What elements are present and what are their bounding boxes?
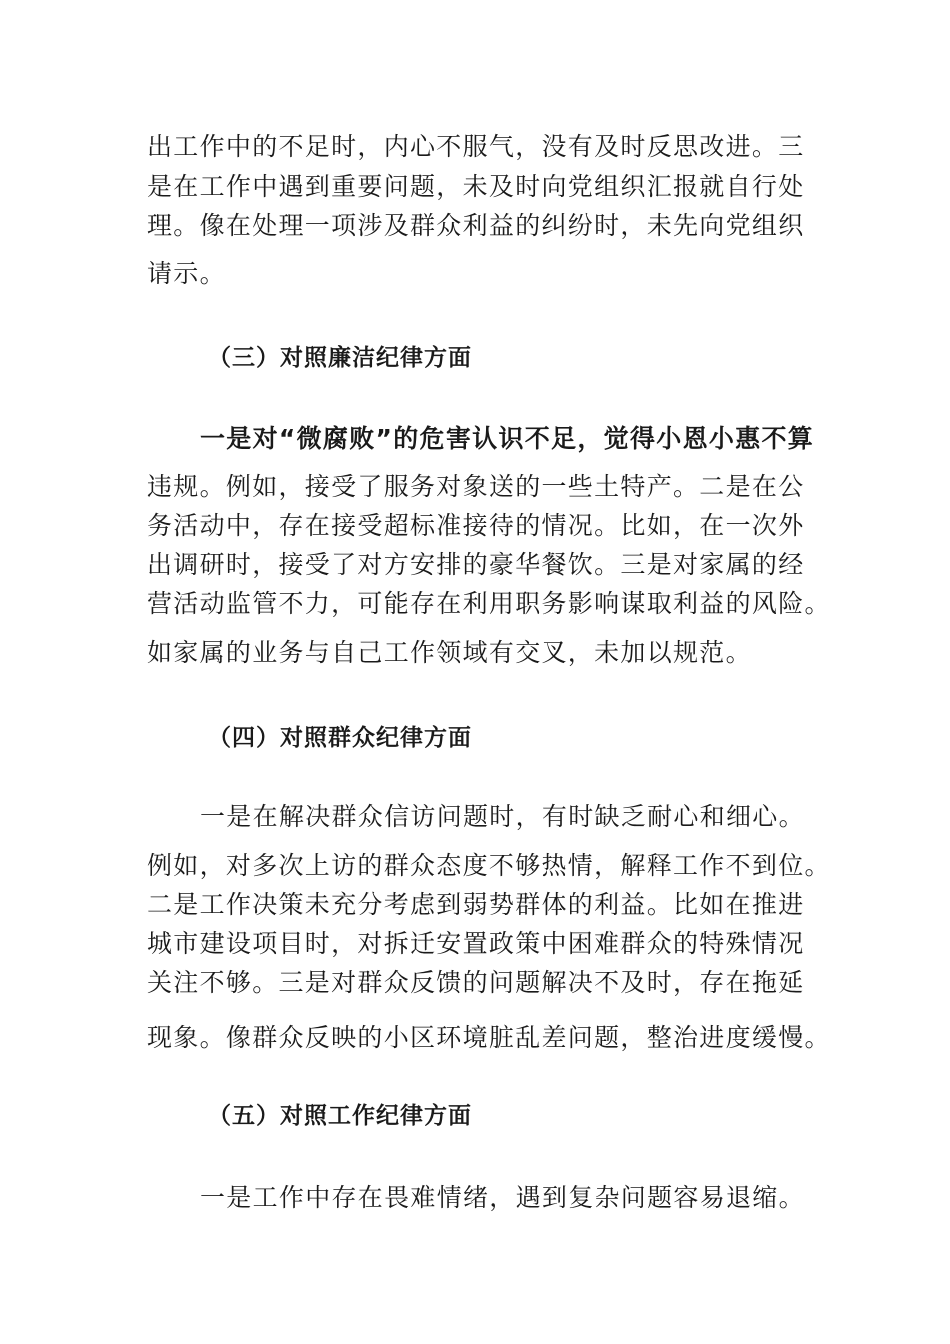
paragraph-line: 营活动监管不力，可能存在利用职务影响谋取利益的风险。 [147,589,831,618]
paragraph-line: 理。像在处理一项涉及群众利益的纠纷时，未先向党组织 [147,211,805,240]
paragraph-line: 请示。 [147,259,226,288]
paragraph-line: 如家属的业务与自己工作领域有交叉，未加以规范。 [147,638,752,667]
paragraph-line: 是在工作中遇到重要问题，未及时向党组织汇报就自行处 [147,172,805,201]
paragraph-line: 务活动中，存在接受超标准接待的情况。比如，在一次外 [147,511,805,540]
paragraph-line: 现象。像群众反映的小区环境脏乱差问题，整治进度缓慢。 [147,1023,831,1052]
paragraph-line: 一是工作中存在畏难情绪，遇到复杂问题容易退缩。 [200,1183,805,1212]
paragraph-line: 关注不够。三是对群众反馈的问题解决不及时，存在拖延 [147,968,805,997]
section-heading-5: （五）对照工作纪律方面 [208,1103,472,1129]
paragraph-line: 一是在解决群众信访问题时，有时缺乏耐心和细心。 [200,802,805,831]
paragraph-line: 城市建设项目时，对拆迁安置政策中困难群众的特殊情况 [147,929,805,958]
paragraph-lead-bold: 一是对“微腐败”的危害认识不足，觉得小恩小惠不算 [200,424,815,453]
paragraph-line: 二是工作决策未充分考虑到弱势群体的利益。比如在推进 [147,890,805,919]
paragraph-line: 违规。例如，接受了服务对象送的一些土特产。二是在公 [147,472,805,501]
section-heading-4: （四）对照群众纪律方面 [208,725,472,751]
paragraph-line: 例如，对多次上访的群众态度不够热情，解释工作不到位。 [147,851,831,880]
paragraph-line: 出调研时，接受了对方安排的豪华餐饮。三是对家属的经 [147,550,805,579]
section-heading-3: （三）对照廉洁纪律方面 [208,345,472,371]
paragraph-line: 出工作中的不足时，内心不服气，没有及时反思改进。三 [147,132,805,161]
